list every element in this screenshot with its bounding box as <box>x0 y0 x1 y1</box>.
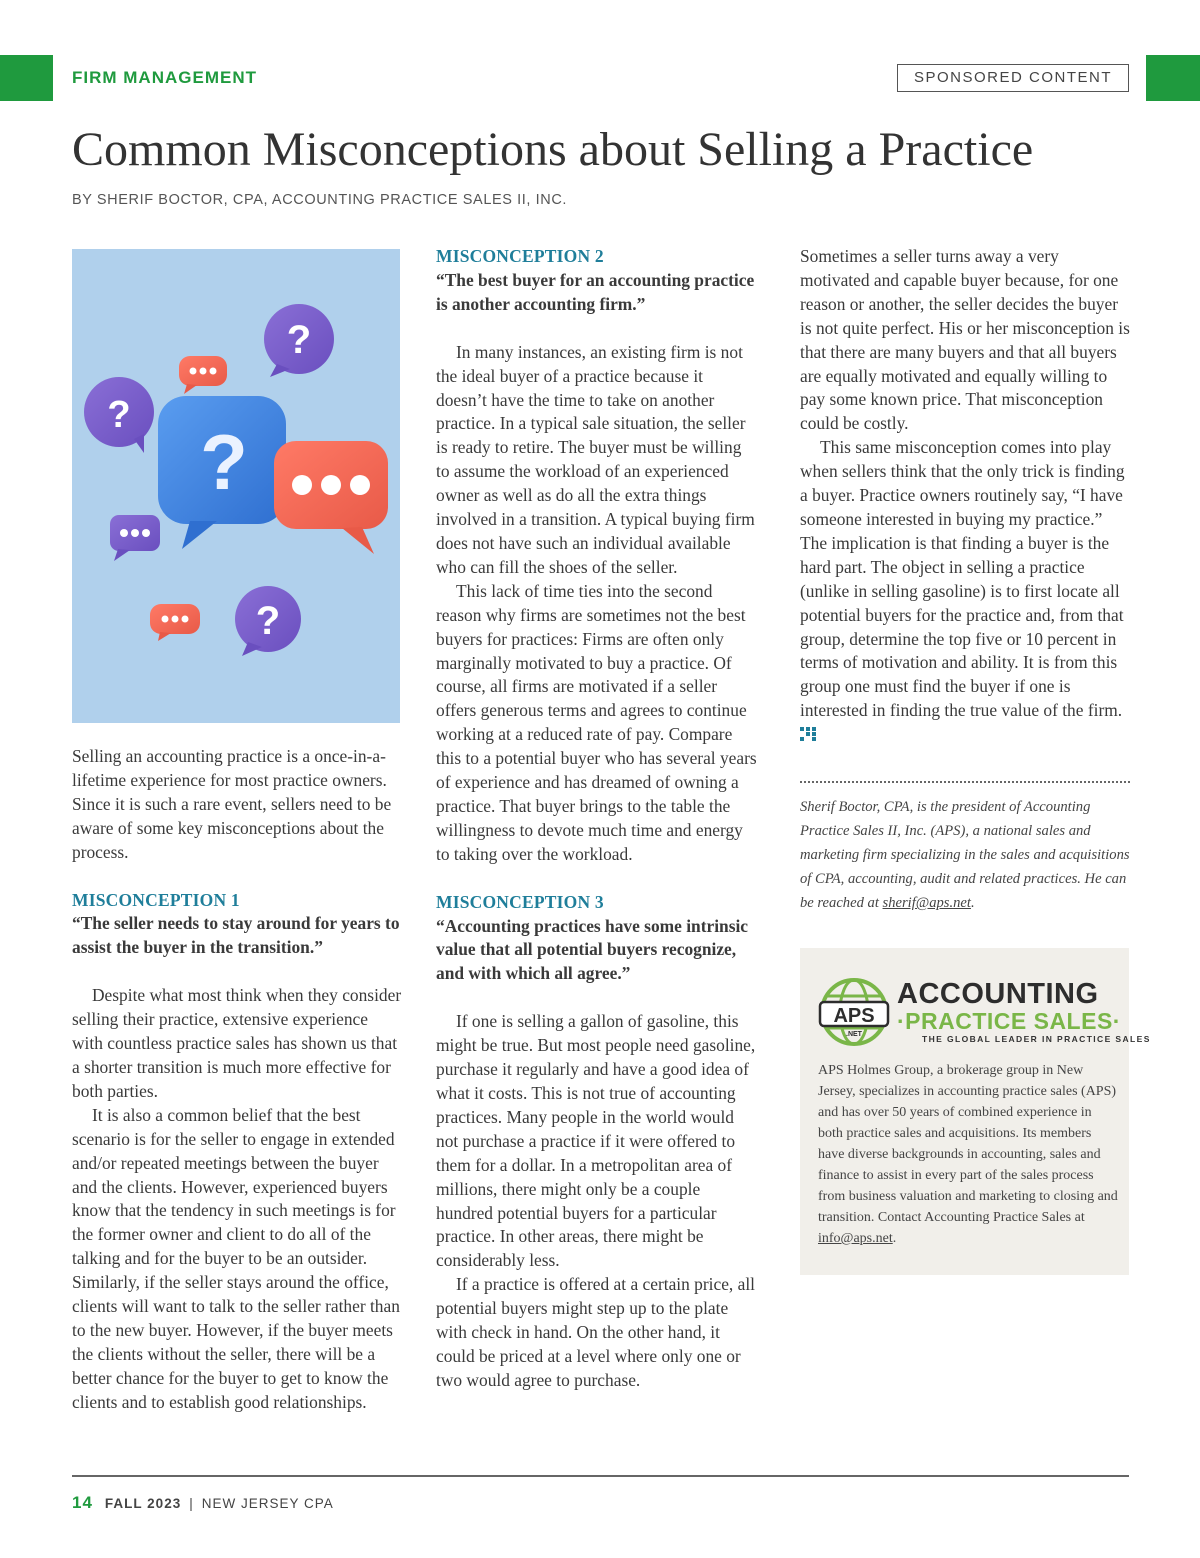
misconception-3-paragraph-2: If a practice is offered at a certain price, all potential buyers might step up to the plate with check in hand. On the other hand, it could be priced at a level where only one or two would agree to purchase. <box>436 1274 756 1390</box>
author-email-link[interactable]: sherif@aps.net <box>882 895 971 911</box>
column-3-paragraph-1: Sometimes a seller turns away a very motivated and capable buyer because, for one reason or another, the seller decides the buyer is not quite perfect. His or her misconception is that there are many buyers and that all buyers are equally motivated and equally willing to pay some known price. That misconception could be costly. <box>800 246 1130 434</box>
ad-email-link[interactable]: info@aps.net <box>818 1231 893 1246</box>
intro-paragraph: Selling an accounting practice is a once-in-a-lifetime experience for most practice owners. Since it is such a rare event, sellers need to be aware of some key misconceptions about the process. <box>72 746 392 862</box>
svg-text:?: ? <box>200 418 248 506</box>
svg-text:?: ? <box>286 318 312 362</box>
svg-text:?: ? <box>107 394 131 436</box>
left-accent-bar <box>0 55 53 101</box>
blue-question-bubble-large <box>158 396 286 549</box>
ad-body: APS Holmes Group, a brokerage group in New Jersey, specializes in accounting practice sales (APS) and has over 50 years of combined experience in both practice sales and acquisitions. Its members have diverse backgrounds in accounting, sales and finance to assist in every part of the sales process from business valuation and marketing to closing and transition. Contact Accounting Practice Sales at info@aps.net. <box>818 1063 1118 1246</box>
aps-advertisement <box>800 948 1151 1275</box>
speech-bubbles-illustration <box>72 249 400 723</box>
right-accent-bar <box>1146 55 1200 101</box>
footer-rule <box>72 1475 1129 1477</box>
red-dots-bubble-bottom <box>150 604 200 641</box>
svg-text:?: ? <box>255 599 281 643</box>
footer-separator: | <box>189 1496 194 1511</box>
publication-name: NEW JERSEY CPA <box>201 1496 334 1511</box>
column-2 <box>436 245 758 1393</box>
misconception-3-quote: “Accounting practices have some intrinsic value that all potential buyers recognize, and with which all agree.” <box>436 915 749 984</box>
brand-tagline: THE GLOBAL LEADER IN PRACTICE SALES <box>922 1034 1151 1044</box>
misconception-2-quote: “The best buyer for an accounting practice is another accounting firm.” <box>436 269 755 314</box>
brand-line-1: ACCOUNTING <box>897 978 1099 1010</box>
section-label: FIRM MANAGEMENT <box>72 68 257 87</box>
purple-question-bubble-bottom <box>235 586 301 656</box>
svg-text:.NET: .NET <box>846 1031 862 1038</box>
misconception-1-heading: MISCONCEPTION 1 <box>72 889 240 910</box>
red-dots-bubble-small <box>179 356 227 394</box>
misconception-3-paragraph-1: If one is selling a gallon of gasoline, this might be true. But most people need gasoline, purchase it regularly and have a good idea of what it costs. This is not true of accounting practices. Many people in the world would not purchase a practice if it were offered to them for a dollar. In a metropolitan area of millions, there might only be a couple hundred potential buyers for a particular practice. In other areas, there might be considerably less. <box>436 1011 756 1271</box>
article-title: Common Misconceptions about Selling a Practice <box>72 123 1034 176</box>
page-number: 14 <box>72 1493 93 1512</box>
end-mark-icon <box>800 727 816 741</box>
misconception-1-quote: “The seller needs to stay around for years to assist the buyer in the transition.” <box>72 913 400 958</box>
column-3-paragraph-2: This same misconception comes into play when sellers think that the only trick is finding a buyer. Practice owners routinely say, “I have someone interested in buying my practice.” The implication is that finding a buyer is the hard part. The object in selling a practice (unlike in selling gasoline) is to first locate all potential buyers for the practice and, from that group, determine the top five or 10 percent in terms of motivation and ability. It is from this group one must find the buyer if one is interested in finding the true value of the firm. <box>800 436 1130 747</box>
misconception-3-heading: MISCONCEPTION 3 <box>436 891 604 912</box>
brand-line-2: ·PRACTICE SALES· <box>897 1008 1121 1034</box>
misconception-2-heading: MISCONCEPTION 2 <box>436 246 604 266</box>
svg-text:APS: APS <box>833 1005 875 1027</box>
misconception-1-paragraph-1: Despite what most think when they consider selling their practice, extensive experience with countless practice sales has shown us that a shorter transition is much more effective for both parties. <box>72 985 402 1101</box>
article-byline: BY SHERIF BOCTOR, CPA, ACCOUNTING PRACTICE SALES II, INC. <box>72 192 568 208</box>
issue-season: FALL 2023 <box>104 1496 182 1511</box>
purple-dots-bubble-small <box>110 515 160 561</box>
column-1 <box>72 745 402 1415</box>
page-footer <box>72 1493 334 1513</box>
column-3 <box>800 245 1130 747</box>
purple-question-bubble-top <box>264 304 334 377</box>
sponsored-badge: SPONSORED CONTENT <box>897 64 1129 92</box>
purple-question-bubble-left <box>84 377 154 453</box>
bio-divider <box>800 781 1130 783</box>
red-dots-bubble-large <box>274 441 388 554</box>
globe-icon <box>817 974 897 1052</box>
misconception-1-paragraph-2: It is also a common belief that the best scenario is for the seller to engage in extended and/or repeated meetings between the buyer and the clients. However, experienced buyers know that the tendency in such meetings is for the former owner and client to do all of the talking and for the buyer to be an outsider. Similarly, if the seller stays around the office, clients will want to talk to the seller rather than to the new buyer. However, if the buyer meets the clients without the seller, there will be a better chance for the buyer to get to know the clients and to establish good relationships. <box>72 1104 400 1412</box>
author-bio: Sherif Boctor, CPA, is the president of Accounting Practice Sales II, Inc. (APS), a national sales and marketing firm specializing in the sales and acquisitions of CPA, accounting, audit and related practices. He can be reached at sherif@aps.net. <box>800 799 1130 911</box>
misconception-2-paragraph-1: In many instances, an existing firm is not the ideal buyer of a practice because it doesn’t have the time to take on another practice. In a typical sale situation, the seller is ready to retire. The buyer must be willing to assume the workload of an experienced owner as well as do all the extra things involved in a transition. A typical buying firm does not have such an individual available who can fill the shoes of the seller. <box>436 341 755 577</box>
misconception-2-paragraph-2: This lack of time ties into the second reason why firms are sometimes not the best buyers for practices: Firms are often only marginally motivated to buy a practice. Of course, all firms are motivated if a seller offers generous terms and agrees to continue working at a reduced rate of pay. Compare this to a potential buyer who has several years of experience and has dreamed of owning a practice. That buyer brings to the table the willingness to devote much time and energy to taking over the workload. <box>436 580 757 864</box>
